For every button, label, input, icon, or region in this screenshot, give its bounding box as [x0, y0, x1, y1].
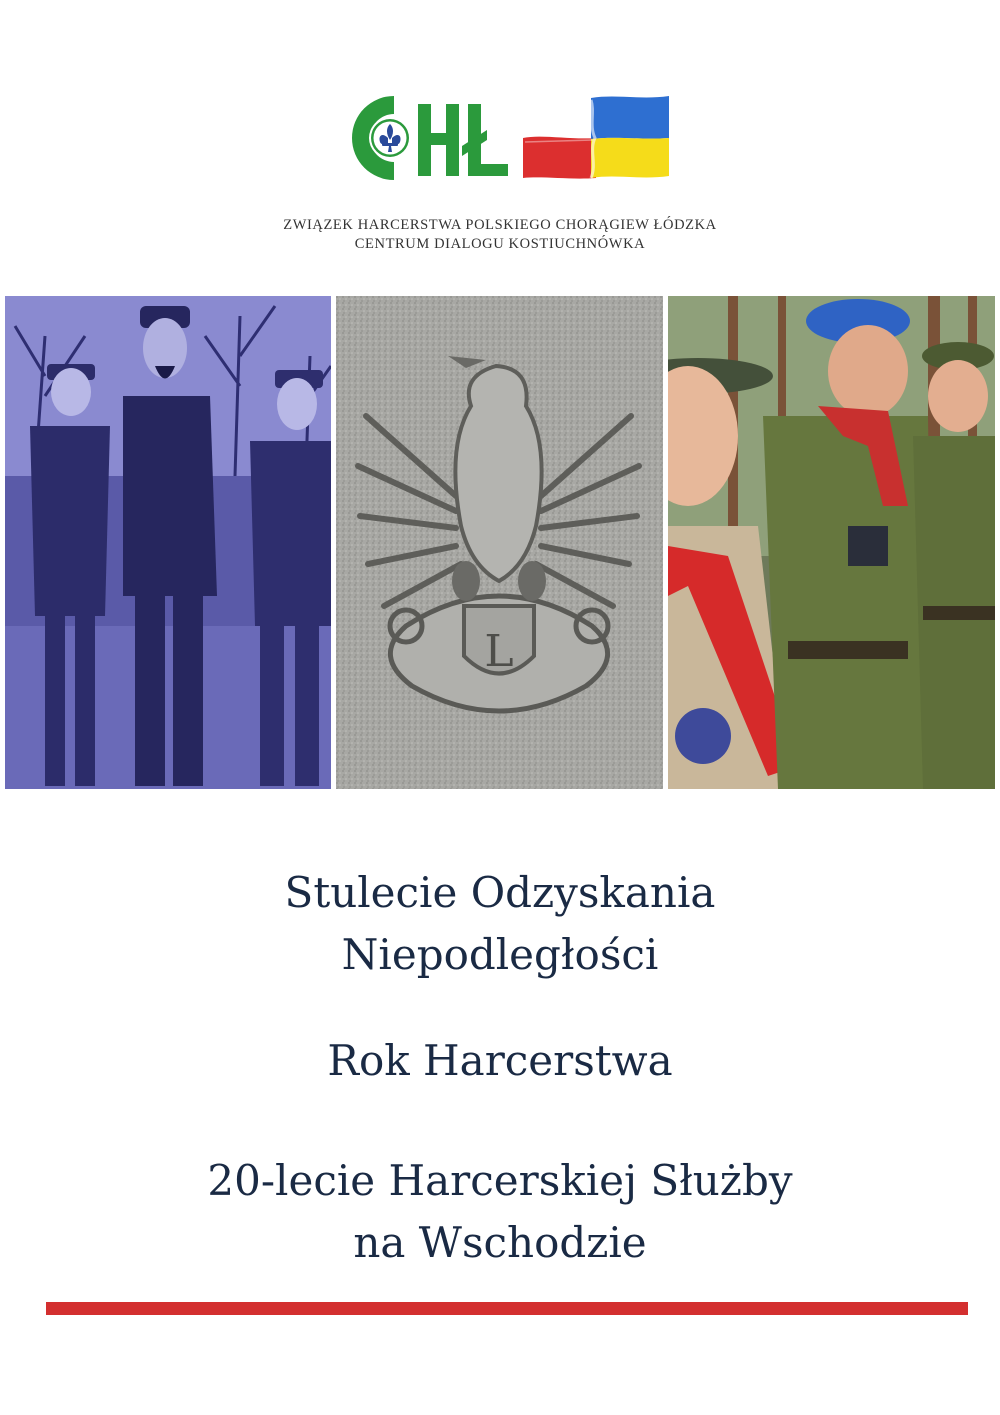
title-scouting-year-text: Rok Harcerstwa — [327, 1036, 673, 1085]
zhp-chl-logo — [346, 88, 511, 188]
organization-name — [0, 216, 1000, 254]
title-centenary-line-1: Stulecie Odzyskania — [284, 868, 716, 917]
title-anniversary-line-1: 20-lecie Harcerskiej Służby — [207, 1156, 793, 1205]
poland-ukraine-flag — [521, 92, 671, 184]
scouts-in-uniform-photo — [668, 296, 995, 789]
logo — [346, 88, 670, 188]
organization-line-1: ZWIĄZEK HARCERSTWA POLSKIEGO CHORĄGIEW ŁÓDZKA — [283, 217, 717, 233]
title-centenary-independence — [0, 862, 1000, 986]
organization-line-2: CENTRUM DIALOGU KOSTIUCHNÓWKA — [354, 236, 646, 252]
title-20th-anniversary — [0, 1150, 1000, 1274]
carved-eagle-emblem-photo — [336, 296, 663, 789]
emblem-letter: L — [484, 626, 514, 677]
red-divider-bar — [46, 1302, 968, 1315]
title-scouting-year — [0, 1030, 1000, 1092]
title-centenary-line-2: Niepodległości — [341, 930, 659, 979]
title-anniversary-line-2: na Wschodzie — [353, 1218, 647, 1267]
historic-soldiers-photo — [5, 296, 331, 789]
